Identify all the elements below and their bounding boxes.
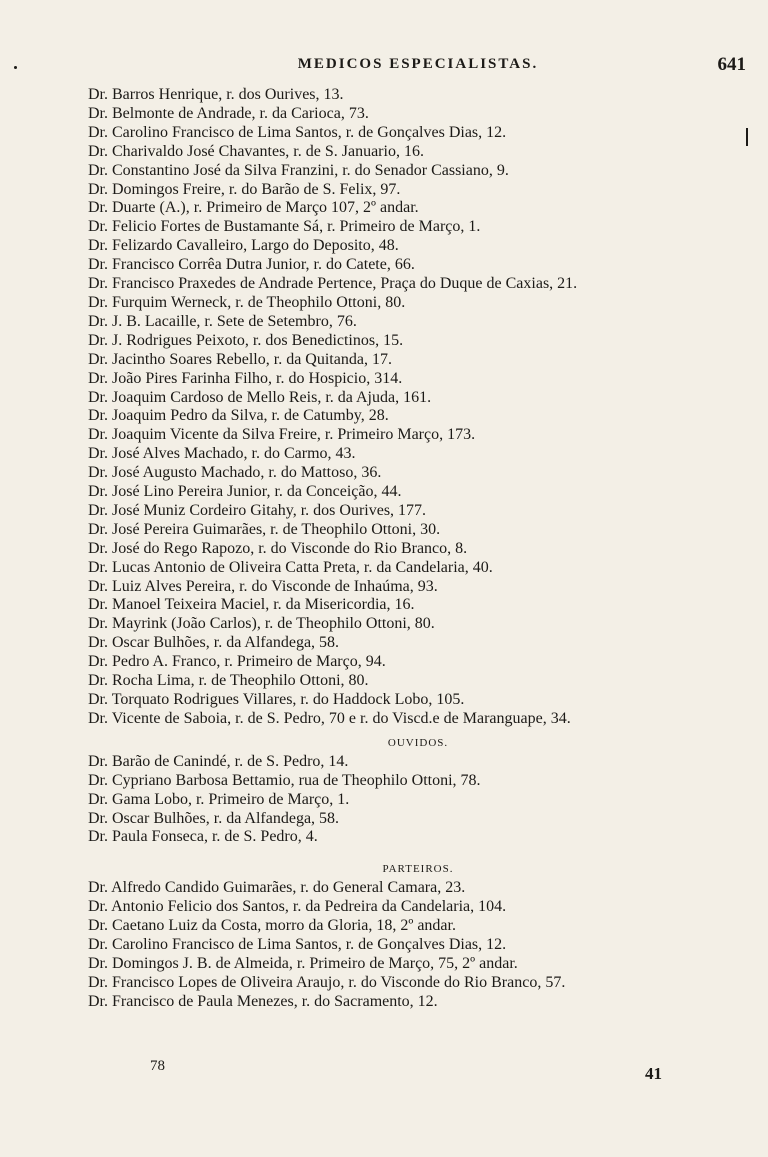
list-item: Dr. J. Rodrigues Peixoto, r. dos Benedictinos, 15. <box>88 331 404 349</box>
list-item: Dr. Mayrink (João Carlos), r. de Theophilo Ottoni, 80. <box>88 615 435 633</box>
list-item: Dr. Luiz Alves Pereira, r. do Visconde de Inhaúma, 93. <box>88 577 438 595</box>
list-item: Dr. Carolino Francisco de Lima Santos, r. de Gonçalves Dias, 12. <box>88 936 507 954</box>
list-item: Dr. José Augusto Machado, r. do Mattoso, 36. <box>88 464 382 482</box>
list-item: Dr. Joaquim Vicente da Silva Freire, r. Primeiro Março, 173. <box>88 426 476 444</box>
list-item: Dr. Domingos Freire, r. do Barão de S. Felix, 97. <box>88 180 401 198</box>
list-item: Dr. J. B. Lacaille, r. Sete de Setembro, 76. <box>88 312 357 330</box>
list-item: Dr. João Pires Farinha Filho, r. do Hospicio, 314. <box>88 369 403 387</box>
list-item: Dr. Oscar Bulhões, r. da Alfandega, 58. <box>88 809 340 827</box>
list-item: Dr. Torquato Rodrigues Villares, r. do Haddock Lobo, 105. <box>88 691 465 708</box>
list-item: Dr. Joaquim Pedro da Silva, r. de Catumby, 28. <box>88 407 389 425</box>
list-item: Dr. José Pereira Guimarães, r. de Theophilo Ottoni, 30. <box>88 520 441 538</box>
signature-mark: 78 <box>150 1058 165 1074</box>
list-item: Dr. Oscar Bulhões, r. da Alfandega, 58. <box>88 634 340 652</box>
list-item: Dr. Gama Lobo, r. Primeiro de Março, 1. <box>88 790 350 808</box>
list-item: Dr. Manoel Teixeira Maciel, r. da Misericordia, 16. <box>88 596 415 614</box>
list-item: Dr. Barão de Canindé, r. de S. Pedro, 14. <box>88 752 349 770</box>
list-item: Dr. Caetano Luiz da Costa, morro da Gloria, 18, 2º andar. <box>88 917 456 935</box>
list-item: Dr. Furquim Werneck, r. de Theophilo Ottoni, 80. <box>88 293 406 311</box>
margin-mark <box>14 66 17 69</box>
list-item: Dr. José Muniz Cordeiro Gitahy, r. dos Ourives, 177. <box>88 501 427 519</box>
page-header <box>90 56 746 82</box>
footer-page-number: 41 <box>645 1064 662 1083</box>
list-item: Dr. Rocha Lima, r. de Theophilo Ottoni, 80. <box>88 672 369 690</box>
list-item: Dr. Duarte (A.), r. Primeiro de Março 107, 2º andar. <box>88 199 419 217</box>
list-item: Dr. José Alves Machado, r. do Carmo, 43. <box>88 445 356 463</box>
list-item: Dr. José do Rego Rapozo, r. do Visconde do Rio Branco, 8. <box>88 539 468 557</box>
list-item: Dr. Constantino José da Silva Franzini, r. do Senador Cassiano, 9. <box>88 161 509 179</box>
list-item: Dr. Paula Fonseca, r. de S. Pedro, 4. <box>88 828 318 846</box>
page-title: MEDICOS ESPECIALISTAS. <box>297 56 539 72</box>
list-item: Dr. Felicio Fortes de Bustamante Sá, r. Primeiro de Março, 1. <box>88 218 481 236</box>
list-item: Dr. Francisco Praxedes de Andrade Pertence, Praça do Duque de Caxias, 21. <box>88 275 578 293</box>
list-item: Dr. Belmonte de Andrade, r. da Carioca, 73. <box>88 104 369 122</box>
list-item: Dr. Alfredo Candido Guimarães, r. do General Camara, 23. <box>88 879 466 897</box>
list-item: Dr. Barros Henrique, r. dos Ourives, 13. <box>88 86 344 103</box>
specialists-list <box>88 86 750 1012</box>
list-item: Dr. Carolino Francisco de Lima Santos, r. de Gonçalves Dias, 12. <box>88 123 507 141</box>
header-page-number: 641 <box>717 54 746 75</box>
list-item: Dr. Francisco Corrêa Dutra Junior, r. do Catete, 66. <box>88 256 415 274</box>
list-item: Dr. Domingos J. B. de Almeida, r. Primeiro de Março, 75, 2º andar. <box>88 954 518 972</box>
list-item: Dr. Antonio Felicio dos Santos, r. da Pedreira da Candelaria, 104. <box>88 898 507 916</box>
list-item: Dr. Francisco Lopes de Oliveira Araujo, r. do Visconde do Rio Branco, 57. <box>88 973 566 991</box>
list-item: Dr. Vicente de Saboia, r. de S. Pedro, 70 e r. do Viscd.e de Maranguape, 34. <box>88 709 571 727</box>
list-item: Dr. Joaquim Cardoso de Mello Reis, r. da Ajuda, 161. <box>88 388 432 406</box>
list-item: Dr. Jacintho Soares Rebello, r. da Quitanda, 17. <box>88 350 392 368</box>
section-heading-ouvidos: OUVIDOS. <box>387 736 449 749</box>
list-item: Dr. Lucas Antonio de Oliveira Catta Preta, r. da Candelaria, 40. <box>88 558 493 576</box>
list-item: Dr. José Lino Pereira Junior, r. da Conceição, 44. <box>88 483 402 501</box>
list-item: Dr. Pedro A. Franco, r. Primeiro de Março, 94. <box>88 653 386 671</box>
list-item: Dr. Felizardo Cavalleiro, Largo do Deposito, 48. <box>88 237 399 255</box>
list-item: Dr. Francisco de Paula Menezes, r. do Sacramento, 12. <box>88 992 438 1010</box>
section-heading-parteiros: PARTEIROS. <box>382 863 454 876</box>
list-item: Dr. Cypriano Barbosa Bettamio, rua de Theophilo Ottoni, 78. <box>88 771 481 789</box>
list-item: Dr. Charivaldo José Chavantes, r. de S. Januario, 16. <box>88 142 424 160</box>
